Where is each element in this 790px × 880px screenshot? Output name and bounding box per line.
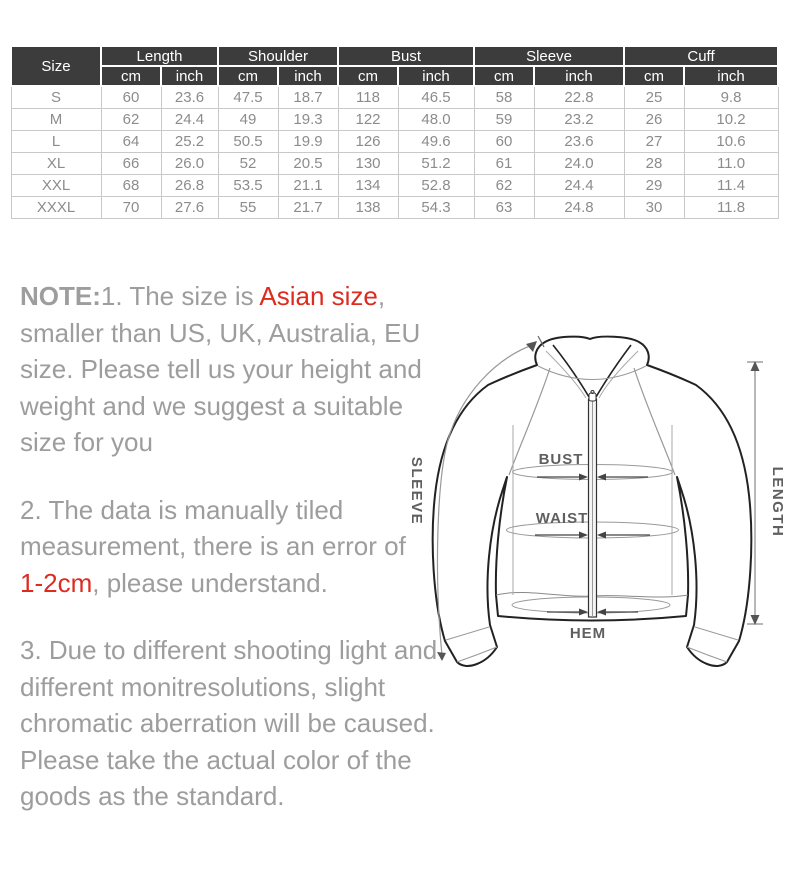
table-group-header-sleeve: Sleeve — [474, 46, 624, 66]
value-cell: 27.6 — [161, 197, 218, 219]
size-cell: XXL — [11, 175, 101, 197]
value-cell: 60 — [101, 86, 161, 109]
value-cell: 46.5 — [398, 86, 474, 109]
table-row — [11, 131, 778, 153]
unit-header-cell: cm — [474, 66, 534, 86]
value-cell: 26.8 — [161, 175, 218, 197]
size-cell: S — [11, 86, 101, 109]
zipper — [589, 391, 597, 618]
table-header-size: Size — [11, 46, 101, 86]
unit-header-cell: cm — [624, 66, 684, 86]
note-highlight-tolerance: 1-2cm — [20, 567, 93, 598]
value-cell: 63 — [474, 197, 534, 219]
unit-header-cell: inch — [398, 66, 474, 86]
size-cell: XL — [11, 153, 101, 175]
note-3-text: 3. Due to different shooting light and different monitresolutions, slight chromatic aberration will be caused. Please take the actual color of the goods as the standard. — [20, 635, 438, 811]
note-paragraph-1 — [20, 278, 432, 461]
value-cell: 22.8 — [534, 86, 624, 109]
unit-header-cell: inch — [278, 66, 338, 86]
size-cell: L — [11, 131, 101, 153]
value-cell: 54.3 — [398, 197, 474, 219]
table-row — [11, 86, 778, 109]
note-2-text-after: , please understand. — [92, 567, 328, 598]
value-cell: 59 — [474, 109, 534, 131]
size-cell: M — [11, 109, 101, 131]
bust-label: BUST — [538, 451, 584, 468]
unit-header-cell: cm — [101, 66, 161, 86]
table-row — [11, 197, 778, 219]
value-cell: 21.7 — [278, 197, 338, 219]
table-group-header-shoulder: Shoulder — [218, 46, 338, 66]
table-group-header-length: Length — [101, 46, 218, 66]
value-cell: 24.0 — [534, 153, 624, 175]
value-cell: 27 — [624, 131, 684, 153]
value-cell: 58 — [474, 86, 534, 109]
value-cell: 11.8 — [684, 197, 778, 219]
sleeve-label: SLEEVE — [408, 456, 425, 526]
value-cell: 23.6 — [534, 131, 624, 153]
unit-header-cell: inch — [684, 66, 778, 86]
unit-header-cell: inch — [161, 66, 218, 86]
value-cell: 24.4 — [161, 109, 218, 131]
value-cell: 10.2 — [684, 109, 778, 131]
value-cell: 25 — [624, 86, 684, 109]
value-cell: 24.8 — [534, 197, 624, 219]
value-cell: 66 — [101, 153, 161, 175]
size-table — [10, 45, 779, 219]
value-cell: 10.6 — [684, 131, 778, 153]
value-cell: 50.5 — [218, 131, 278, 153]
value-cell: 23.2 — [534, 109, 624, 131]
value-cell: 118 — [338, 86, 398, 109]
value-cell: 70 — [101, 197, 161, 219]
unit-header-cell: cm — [338, 66, 398, 86]
size-cell: XXXL — [11, 197, 101, 219]
note-1-text: 1. The size is — [100, 281, 260, 311]
table-group-header-row — [11, 46, 778, 66]
value-cell: 26.0 — [161, 153, 218, 175]
value-cell: 25.2 — [161, 131, 218, 153]
value-cell: 11.0 — [684, 153, 778, 175]
waist-label: WAIST — [535, 510, 589, 527]
value-cell: 68 — [101, 175, 161, 197]
value-cell: 62 — [101, 109, 161, 131]
value-cell: 49.6 — [398, 131, 474, 153]
table-group-header-cuff: Cuff — [624, 46, 778, 66]
value-cell: 55 — [218, 197, 278, 219]
value-cell: 130 — [338, 153, 398, 175]
unit-header-cell: cm — [218, 66, 278, 86]
note-1-text-after: , smaller than US, UK, Australia, EU size. Please tell us your height and weight and we suggest a suitable size for you — [20, 281, 422, 457]
value-cell: 30 — [624, 197, 684, 219]
value-cell: 26 — [624, 109, 684, 131]
value-cell: 64 — [101, 131, 161, 153]
value-cell: 52.8 — [398, 175, 474, 197]
note-paragraph-2 — [20, 492, 432, 602]
note-highlight-asian-size: Asian size — [259, 281, 378, 311]
value-cell: 19.9 — [278, 131, 338, 153]
length-label: LENGTH — [769, 466, 786, 538]
table-row — [11, 109, 778, 131]
value-cell: 18.7 — [278, 86, 338, 109]
table-row — [11, 175, 778, 197]
value-cell: 122 — [338, 109, 398, 131]
table-row — [11, 153, 778, 175]
value-cell: 62 — [474, 175, 534, 197]
table-unit-header-row — [11, 66, 778, 86]
value-cell: 61 — [474, 153, 534, 175]
value-cell: 24.4 — [534, 175, 624, 197]
unit-header-cell: inch — [534, 66, 624, 86]
value-cell: 60 — [474, 131, 534, 153]
value-cell: 52 — [218, 153, 278, 175]
value-cell: 51.2 — [398, 153, 474, 175]
value-cell: 21.1 — [278, 175, 338, 197]
jacket-diagram — [385, 325, 790, 695]
note-2-text: 2. The data is manually tiled measurement, there is an error of — [20, 494, 406, 561]
value-cell: 138 — [338, 197, 398, 219]
value-cell: 48.0 — [398, 109, 474, 131]
value-cell: 126 — [338, 131, 398, 153]
value-cell: 23.6 — [161, 86, 218, 109]
value-cell: 11.4 — [684, 175, 778, 197]
value-cell: 29 — [624, 175, 684, 197]
value-cell: 53.5 — [218, 175, 278, 197]
value-cell: 28 — [624, 153, 684, 175]
value-cell: 19.3 — [278, 109, 338, 131]
hem-label: HEM — [569, 625, 607, 642]
value-cell: 47.5 — [218, 86, 278, 109]
table-group-header-bust: Bust — [338, 46, 474, 66]
value-cell: 9.8 — [684, 86, 778, 109]
value-cell: 49 — [218, 109, 278, 131]
value-cell: 134 — [338, 175, 398, 197]
value-cell: 20.5 — [278, 153, 338, 175]
note-label: NOTE: — [20, 281, 101, 311]
